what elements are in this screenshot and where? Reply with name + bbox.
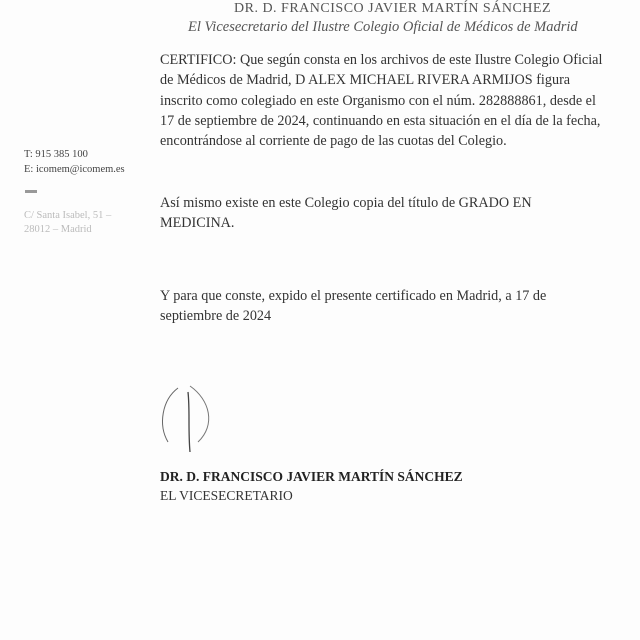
sidebar-address-line1: C/ Santa Isabel, 51 –: [24, 210, 112, 221]
signatory-name: DR. D. FRANCISCO JAVIER MARTÍN SÁNCHEZ: [160, 469, 463, 484]
sidebar-phone: T: 915 385 100: [24, 149, 88, 160]
sidebar-divider: [25, 190, 37, 193]
sidebar-address-line2: 28012 – Madrid: [24, 224, 92, 235]
header-name: DR. D. FRANCISCO JAVIER MARTÍN SÁNCHEZ: [234, 1, 551, 16]
closing-paragraph: Y para que conste, expido el presente certificado en Madrid, a 17 de septiembre de 2024: [160, 288, 547, 325]
handwritten-signature: [150, 380, 220, 460]
sidebar-email: E: icomem@icomem.es: [24, 164, 125, 175]
signatory-role: EL VICESECRETARIO: [160, 488, 293, 503]
header-title: El Vicesecretario del Ilustre Colegio Oficial de Médicos de Madrid: [188, 19, 578, 35]
certificate-paragraph: CERTIFICO: Que según consta en los archivos de este Ilustre Colegio Oficial de Médicos de Madrid, D ALEX MICHAEL RIVERA ARMIJOS figura inscrito como colegiado en este Organismo con el núm. 282888861, desde el 17 de septiembre de 2024, continuando en esta situación en el día de la fecha, encontrándose al corriente de pago de las cuotas del Colegio.: [160, 52, 603, 150]
degree-paragraph: Así mismo existe en este Colegio copia del título de GRADO EN MEDICINA.: [160, 195, 532, 232]
